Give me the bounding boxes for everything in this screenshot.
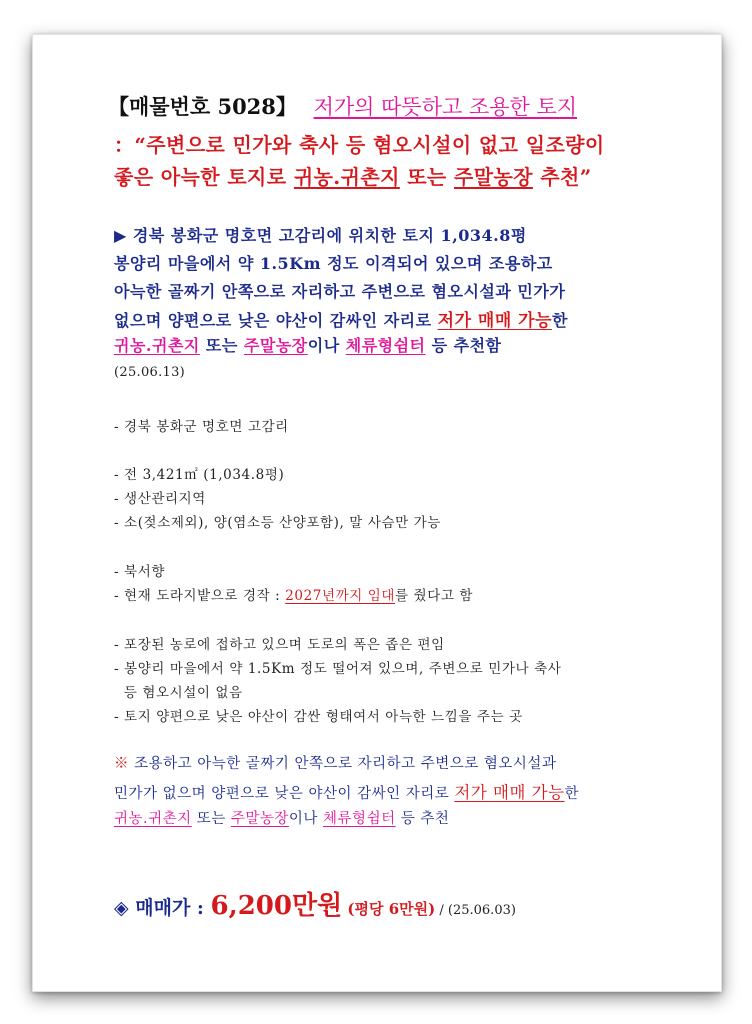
note-keyword-weekend-farm: 주말농장	[230, 811, 289, 827]
detail-road: - 포장된 농로에 접하고 있으며 도로의 폭은 좁은 편임	[114, 637, 445, 653]
detail-zoning: - 생산관리지역	[114, 491, 206, 507]
note-keyword-low-price: 저가 매매 가능	[454, 783, 565, 802]
document-frame	[32, 34, 722, 992]
price-date: / (25.06.03)	[435, 903, 516, 918]
quote-text: 또는	[399, 165, 454, 189]
price-line	[114, 885, 516, 922]
listing-headline: 저가의 따뜻하고 조용한 토지	[313, 95, 578, 119]
summary-line-1	[114, 223, 527, 246]
summary-line-3: 아늑한 골짜기 안쪽으로 자리하고 주변으로 혐오시설과 민가가	[114, 282, 566, 301]
detail-area: - 전 3,421㎡ (1,034.8평)	[114, 467, 285, 483]
summary-line-4	[114, 306, 568, 331]
summary-text: 한	[552, 311, 568, 330]
summary-date: (25.06.13)	[114, 365, 186, 380]
detail-distance-line-1: - 봉양리 마을에서 약 1.5Km 정도 떨어져 있으며, 주변으로 민가나 축사	[114, 661, 562, 677]
detail-distance-line-2: 등 혐오시설이 없음	[114, 685, 243, 701]
detail-text: 를 줬다고 함	[395, 588, 474, 604]
quote-keyword-weekend-farm: 주말농장	[454, 165, 533, 189]
detail-hills: - 토지 양편으로 낮은 야산이 감싼 형태여서 아늑한 느낌을 주는 곳	[114, 709, 523, 725]
sale-price: 6,200만원	[210, 891, 343, 921]
note-keyword-stay-shelter: 체류형쉼터	[323, 811, 396, 827]
price-label: 매매가 :	[128, 897, 211, 919]
note-keyword-return-farming: 귀농.귀촌지	[114, 811, 192, 827]
price-per-pyeong: (평당 6만원)	[342, 900, 436, 918]
summary-text: 없으며 양편으로 낮은 야산이 감싸인 자리로	[114, 311, 438, 330]
reference-mark-icon: ※	[114, 756, 129, 772]
note-line-1	[114, 752, 556, 773]
summary-text: 경북 봉화군 명호면 고감리에 위치한 토지 1,034.8평	[126, 226, 527, 245]
note-text: 이나	[288, 811, 324, 827]
note-text: 등 추천	[395, 811, 450, 827]
summary-text: 이나	[307, 336, 346, 355]
detail-current-use	[114, 584, 473, 604]
summary-line-2: 봉양리 마을에서 약 1.5Km 정도 이격되어 있으며 조용하고	[114, 254, 553, 273]
summary-keyword-low-price: 저가 매매 가능	[437, 311, 553, 331]
page-title	[108, 91, 577, 121]
note-text: 민가가 없으며 양편으로 낮은 야산이 감싸인 자리로	[114, 786, 455, 802]
note-line-3	[114, 807, 449, 828]
summary-keyword-return-farming: 귀농.귀촌지	[114, 336, 200, 355]
diamond-icon: ◈	[114, 897, 129, 919]
detail-livestock: - 소(젖소제외), 양(염소등 산양포함), 말 사슴만 가능	[114, 515, 441, 531]
summary-keyword-weekend-farm: 주말농장	[243, 336, 308, 355]
summary-text: 또는	[199, 336, 244, 355]
note-text: 한	[564, 786, 580, 802]
detail-facing: - 북서향	[114, 564, 165, 580]
detail-location: - 경북 봉화군 명호면 고감리	[114, 419, 289, 435]
headline-quote-line-1: ：“주변으로 민가와 축사 등 혐오시설이 없고 일조량이	[114, 133, 605, 157]
quote-keyword-return-farming: 귀농.귀촌지	[293, 165, 400, 189]
note-text: 또는	[191, 811, 231, 827]
note-text: 조용하고 아늑한 골짜기 안쪽으로 자리하고 주변으로 혐오시설과	[129, 756, 557, 772]
headline-quote-line-2	[114, 161, 592, 190]
summary-line-5	[114, 333, 501, 356]
note-line-2	[114, 779, 579, 803]
quote-text: 추천”	[532, 165, 592, 189]
summary-keyword-stay-shelter: 체류형쉼터	[345, 336, 426, 355]
quote-text: 좋은 아늑한 토지로	[114, 165, 294, 189]
summary-text: 등 추천함	[425, 336, 502, 355]
listing-number: 【매물번호 5028】	[108, 94, 297, 119]
detail-text: - 현재 도라지밭으로 경작 :	[114, 588, 286, 604]
lease-until-highlight: 2027년까지 임대	[285, 588, 396, 604]
arrow-icon: ▶	[114, 226, 127, 245]
